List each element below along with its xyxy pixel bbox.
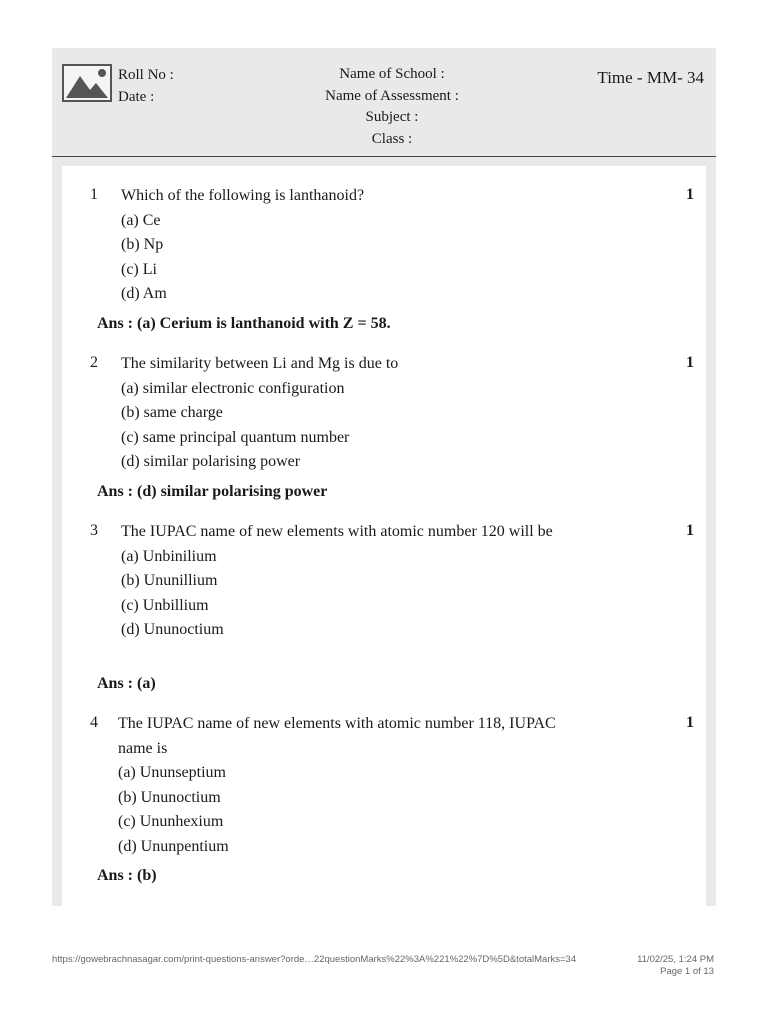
option: (c) same principal quantum number bbox=[121, 428, 350, 446]
question-number: 4 bbox=[90, 714, 98, 731]
footer-url: https://gowebrachnasagar.com/print-questions-answer?orde…22questionMarks%22%3A%221%22%7D%5D&totalMarks=34 bbox=[52, 954, 577, 965]
option: (d) Am bbox=[121, 285, 167, 302]
answer: Ans : (a) bbox=[97, 675, 156, 692]
question-number: 2 bbox=[90, 354, 98, 371]
option: (c) Ununhexium bbox=[118, 813, 224, 830]
question-text: The IUPAC name of new elements with atomic number 120 will be bbox=[121, 523, 553, 540]
option: (a) similar electronic configuration bbox=[121, 379, 345, 397]
question-marks: 1 bbox=[686, 522, 694, 539]
option: (a) Ununseptium bbox=[118, 764, 226, 781]
question-number: 1 bbox=[90, 186, 98, 203]
question-marks: 1 bbox=[686, 186, 694, 203]
question-body bbox=[121, 520, 581, 643]
class-label: Class : bbox=[371, 130, 413, 147]
header-left bbox=[118, 64, 174, 108]
option: (d) similar polarising power bbox=[121, 453, 301, 470]
option: (c) Li bbox=[121, 260, 157, 278]
footer-right bbox=[637, 954, 714, 977]
footer-page-number: Page 1 of 13 bbox=[660, 965, 714, 977]
assessment-label: Name of Assessment : bbox=[325, 87, 459, 104]
time-marks-label: Time - MM- 34 bbox=[597, 68, 704, 87]
paper-header bbox=[52, 48, 716, 157]
questions-area bbox=[62, 166, 706, 906]
option: (b) Ununillium bbox=[121, 572, 218, 589]
subject-label: Subject : bbox=[365, 109, 419, 125]
question-text: The similarity between Li and Mg is due to bbox=[121, 355, 399, 372]
date-label: Date : bbox=[118, 89, 155, 105]
option: (d) Ununpentium bbox=[118, 837, 229, 855]
option: (b) Ununoctium bbox=[118, 788, 221, 806]
header-center bbox=[252, 64, 532, 150]
answer: Ans : (b) bbox=[97, 867, 157, 884]
school-label: Name of School : bbox=[339, 66, 445, 82]
question-text: The IUPAC name of new elements with atomic number 118, IUPAC name is bbox=[118, 715, 556, 757]
question-marks: 1 bbox=[686, 714, 694, 731]
answer: Ans : (a) Cerium is lanthanoid with Z = 58. bbox=[97, 315, 391, 332]
option: (c) Unbillium bbox=[121, 596, 209, 614]
question-number: 3 bbox=[90, 522, 98, 539]
roll-no-label: Roll No : bbox=[118, 67, 174, 83]
question-body bbox=[118, 712, 578, 859]
question-body bbox=[121, 352, 581, 475]
option: (d) Ununoctium bbox=[121, 621, 224, 638]
question-body bbox=[121, 184, 581, 307]
footer-datetime: 11/02/25, 1:24 PM bbox=[637, 954, 714, 965]
question-paper-sheet bbox=[52, 48, 716, 906]
question-marks: 1 bbox=[686, 354, 694, 371]
option: (b) Np bbox=[121, 236, 164, 253]
image-placeholder-icon bbox=[62, 64, 112, 102]
option: (a) Unbinilium bbox=[121, 547, 217, 565]
option: (b) same charge bbox=[121, 404, 223, 421]
question-text: Which of the following is lanthanoid? bbox=[121, 187, 365, 204]
answer: Ans : (d) similar polarising power bbox=[97, 483, 328, 500]
option: (a) Ce bbox=[121, 211, 161, 229]
